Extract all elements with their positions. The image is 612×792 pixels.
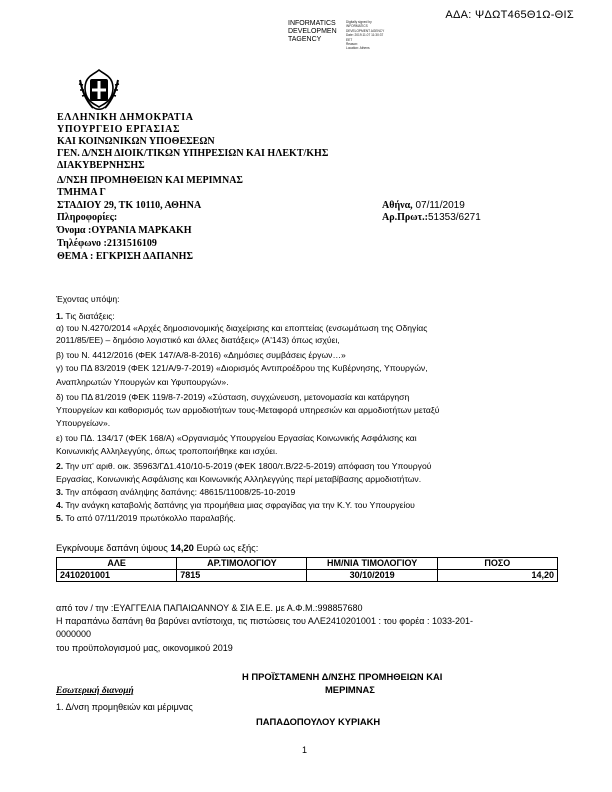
header-line: ΓΕΝ. Δ/ΝΣΗ ΔΙΟΙΚ/ΤΙΚΩΝ ΥΠΗΡΕΣΙΩΝ ΚΑΙ ΗΛΕΚΤ/ΚΗΣ	[57, 148, 329, 159]
paragraph-text: Την απόφαση ανάληψης δαπάνης: 48615/11008/25-10-2019	[65, 487, 296, 497]
paragraph-text: Τις διατάξεις:	[65, 311, 115, 321]
clause-d-line: Υπουργείων και καθορισμός των αρμοδιοτήτων τους-Μεταφορά υπηρεσιών και αρμοδιοτήτων μεταξύ	[56, 405, 440, 415]
supplier-line: από τον / την :ΕΥΑΓΓΕΛΙΑ ΠΑΠΑΙΩΑΝΝΟΥ & ΣΙΑ Ε.Ε. με Α.Φ.Μ.:998857680	[56, 603, 363, 613]
date-label: Αθήνα,	[382, 200, 413, 211]
header-line: ΔΙΑΚΥΒΕΡΝΗΣΗΣ	[57, 160, 145, 171]
subject: ΘΕΜΑ : ΕΓΚΡΙΣΗ ΔΑΠΑΝΗΣ	[57, 251, 193, 262]
signature-details	[346, 20, 384, 51]
paragraph-text: Την υπ' αριθ. οικ. 35963/ΓΔ1.410/10-5-2019 (ΦΕΚ 1800/τ.Β/22-5-2019) απόφαση του Υπουργού	[65, 461, 432, 471]
protocol-value: 51353/6271	[427, 212, 481, 223]
approval-amount: 14,20	[170, 542, 194, 553]
header-line: Δ/ΝΣΗ ΠΡΟΜΗΘΕΙΩΝ ΚΑΙ ΜΕΡΙΜΝΑΣ	[57, 175, 243, 186]
paragraph-text: Την ανάγκη καταβολής δαπάνης για προμήθεια μιας σφραγίδας για την Κ.Υ. του Υπουργείου	[65, 500, 415, 510]
approval-prefix: Εγκρίνουμε δαπάνη ύψους	[56, 542, 168, 553]
table-cell: 30/10/2019	[307, 570, 437, 582]
distribution-item: 1. Δ/νση προμηθειών και μέριμνας	[56, 702, 193, 712]
paragraph-5	[56, 513, 236, 523]
internal-distribution-heading: Εσωτερική διανομή	[56, 686, 134, 696]
clause-c-line: Αναπληρωτών Υπουργών και Υφυπουργών».	[56, 377, 229, 387]
table-cell: 7815	[177, 570, 307, 582]
clause-a-line: 2011/85/ΕΕ) – δημόσιο λογιστικό και άλλες διατάξεις» (Α'143) όπως ισχύει,	[56, 335, 340, 345]
header-line: ΕΛΛΗΝΙΚΗ ΔΗΜΟΚΡΑΤΙΑ	[57, 112, 194, 123]
paragraph-number: 4.	[56, 500, 64, 510]
paragraph-1	[56, 311, 115, 321]
header-line: ΥΠΟΥΡΓΕΙΟ ΕΡΓΑΣΙΑΣ	[57, 124, 181, 135]
paragraph-2-line: Εργασίας, Κοινωνικής Ασφάλισης και Κοινωνικής Αλληλεγγύης περί μεταβίβασης αρμοδιοτήτων.	[56, 474, 422, 484]
paragraph-number: 2.	[56, 461, 64, 471]
charge-line: του προϋπολογισμού μας, οικονομικού 2019	[56, 643, 233, 653]
ada-code: ΑΔΑ: ΨΔΩΤ465Θ1Ω-ΘΙΣ	[445, 9, 574, 21]
address: ΣΤΑΔΙΟΥ 29, ΤΚ 10110, ΑΘΗΝΑ	[57, 200, 202, 211]
clause-e-line: ε) του ΠΔ. 134/17 (ΦΕΚ 168/Α) «Οργανισμός Υπουργείου Εργασίας Κοινωνικής Ασφάλισης και	[56, 433, 417, 443]
paragraph-2	[56, 461, 431, 471]
protocol-line	[382, 212, 481, 223]
table-cell: 14,20	[437, 570, 557, 582]
paragraph-number: 5.	[56, 513, 64, 523]
column-header: ΠΟΣΟ	[437, 558, 557, 570]
paragraph-3	[56, 487, 295, 497]
signature-detail-line: INFORMATICS	[346, 24, 368, 29]
signer-name: ΠΑΠΑΔΟΠΟΥΛΟΥ ΚΥΡΙΑΚΗ	[256, 716, 381, 727]
intro: Έχοντας υπόψη:	[56, 294, 120, 304]
signature-detail-line: EET	[346, 37, 353, 42]
paragraph-4	[56, 500, 415, 510]
table-header-row	[57, 558, 558, 570]
clause-d-line: δ) του ΠΔ 81/2019 (ΦΕΚ 119/8-7-2019) «Σύσταση, συγχώνευση, μετονομασία και κατάργηση	[56, 392, 410, 402]
column-header: ΑΡ.ΤΙΜΟΛΟΓΙΟΥ	[177, 558, 307, 570]
clause-c-line: γ) του ΠΔ 83/2019 (ΦΕΚ 121/Α/9-7-2019) «Διορισμός Αντιπροέδρου της Κυβέρνησης, Υπουργών,	[56, 363, 428, 373]
header-line: ΤΜΗΜΑ Γ	[57, 187, 106, 198]
greek-coat-of-arms-icon	[76, 66, 122, 112]
approval-suffix: Ευρώ ως εξής:	[196, 542, 259, 553]
paragraph-text: Το από 07/11/2019 πρωτόκολλο παραλαβής.	[65, 513, 236, 523]
protocol-label: Αρ.Πρωτ.:	[382, 212, 428, 223]
charge-line: 0000000	[56, 629, 92, 639]
stamp-line: TAGENCY	[288, 36, 322, 43]
signature-detail-line: Reason:	[346, 42, 358, 47]
digital-signature-stamp	[288, 20, 337, 44]
date-value: 07/11/2019	[415, 200, 465, 211]
contact-phone: Τηλέφωνο :2131516109	[57, 238, 157, 249]
clause-d-line: Υπουργείων».	[56, 418, 111, 428]
column-header: ΑΛΕ	[57, 558, 177, 570]
table-row	[57, 570, 558, 582]
signatory-title: Η ΠΡΟΪΣΤΑΜΕΝΗ Δ/ΝΣΗΣ ΠΡΟΜΗΘΕΙΩΝ ΚΑΙ	[242, 671, 443, 682]
clause-e-line: Κοινωνικής Αλληλεγγύης, όπως τροποποιήθηκε και ισχύει.	[56, 446, 278, 456]
signature-detail-line: Date: 2019.11.07 11:30:37	[346, 33, 384, 38]
column-header: ΗΜ/ΝΙΑ ΤΙΜΟΛΟΓΙΟΥ	[307, 558, 437, 570]
expense-table	[56, 557, 558, 582]
signatory-title: ΜΕΡΙΜΝΑΣ	[325, 684, 375, 695]
charge-line: Η παραπάνω δαπάνη θα βαρύνει αντίστοιχα, τις πιστώσεις του ΑΛΕ2410201001 : του φορέα : 1033-201-	[56, 616, 474, 626]
date-line	[382, 200, 465, 211]
signature-detail-line: DEVELOPMENT AGENCY	[346, 28, 385, 33]
approval-line	[56, 543, 258, 553]
signature-detail-line: Digitally signed by	[346, 20, 372, 24]
paragraph-number: 1.	[56, 311, 64, 321]
stamp-line: INFORMATICS	[288, 20, 336, 27]
page-number: 1	[302, 745, 308, 755]
signature-detail-line: Location: Athens	[346, 46, 370, 51]
info-label: Πληροφορίες:	[57, 212, 118, 223]
clause-b-line: β) του Ν. 4412/2016 (ΦΕΚ 147/Α/8-8-2016) «Δημόσιες συμβάσεις έργων…»	[56, 350, 346, 360]
header-line: ΚΑΙ ΚΟΙΝΩΝΙΚΩΝ ΥΠΟΘΕΣΕΩΝ	[57, 136, 215, 147]
paragraph-number: 3.	[56, 487, 64, 497]
contact-name: Όνομα :ΟΥΡΑΝΙΑ ΜΑΡΚΑΚΗ	[57, 225, 192, 236]
table-cell: 2410201001	[57, 570, 177, 582]
stamp-line: DEVELOPMEN	[288, 28, 337, 35]
clause-a-line: α) του Ν.4270/2014 «Αρχές δημοσιονομικής διαχείρισης και εποπτείας (ενσωμάτωση της Οδηγίας	[56, 323, 428, 333]
